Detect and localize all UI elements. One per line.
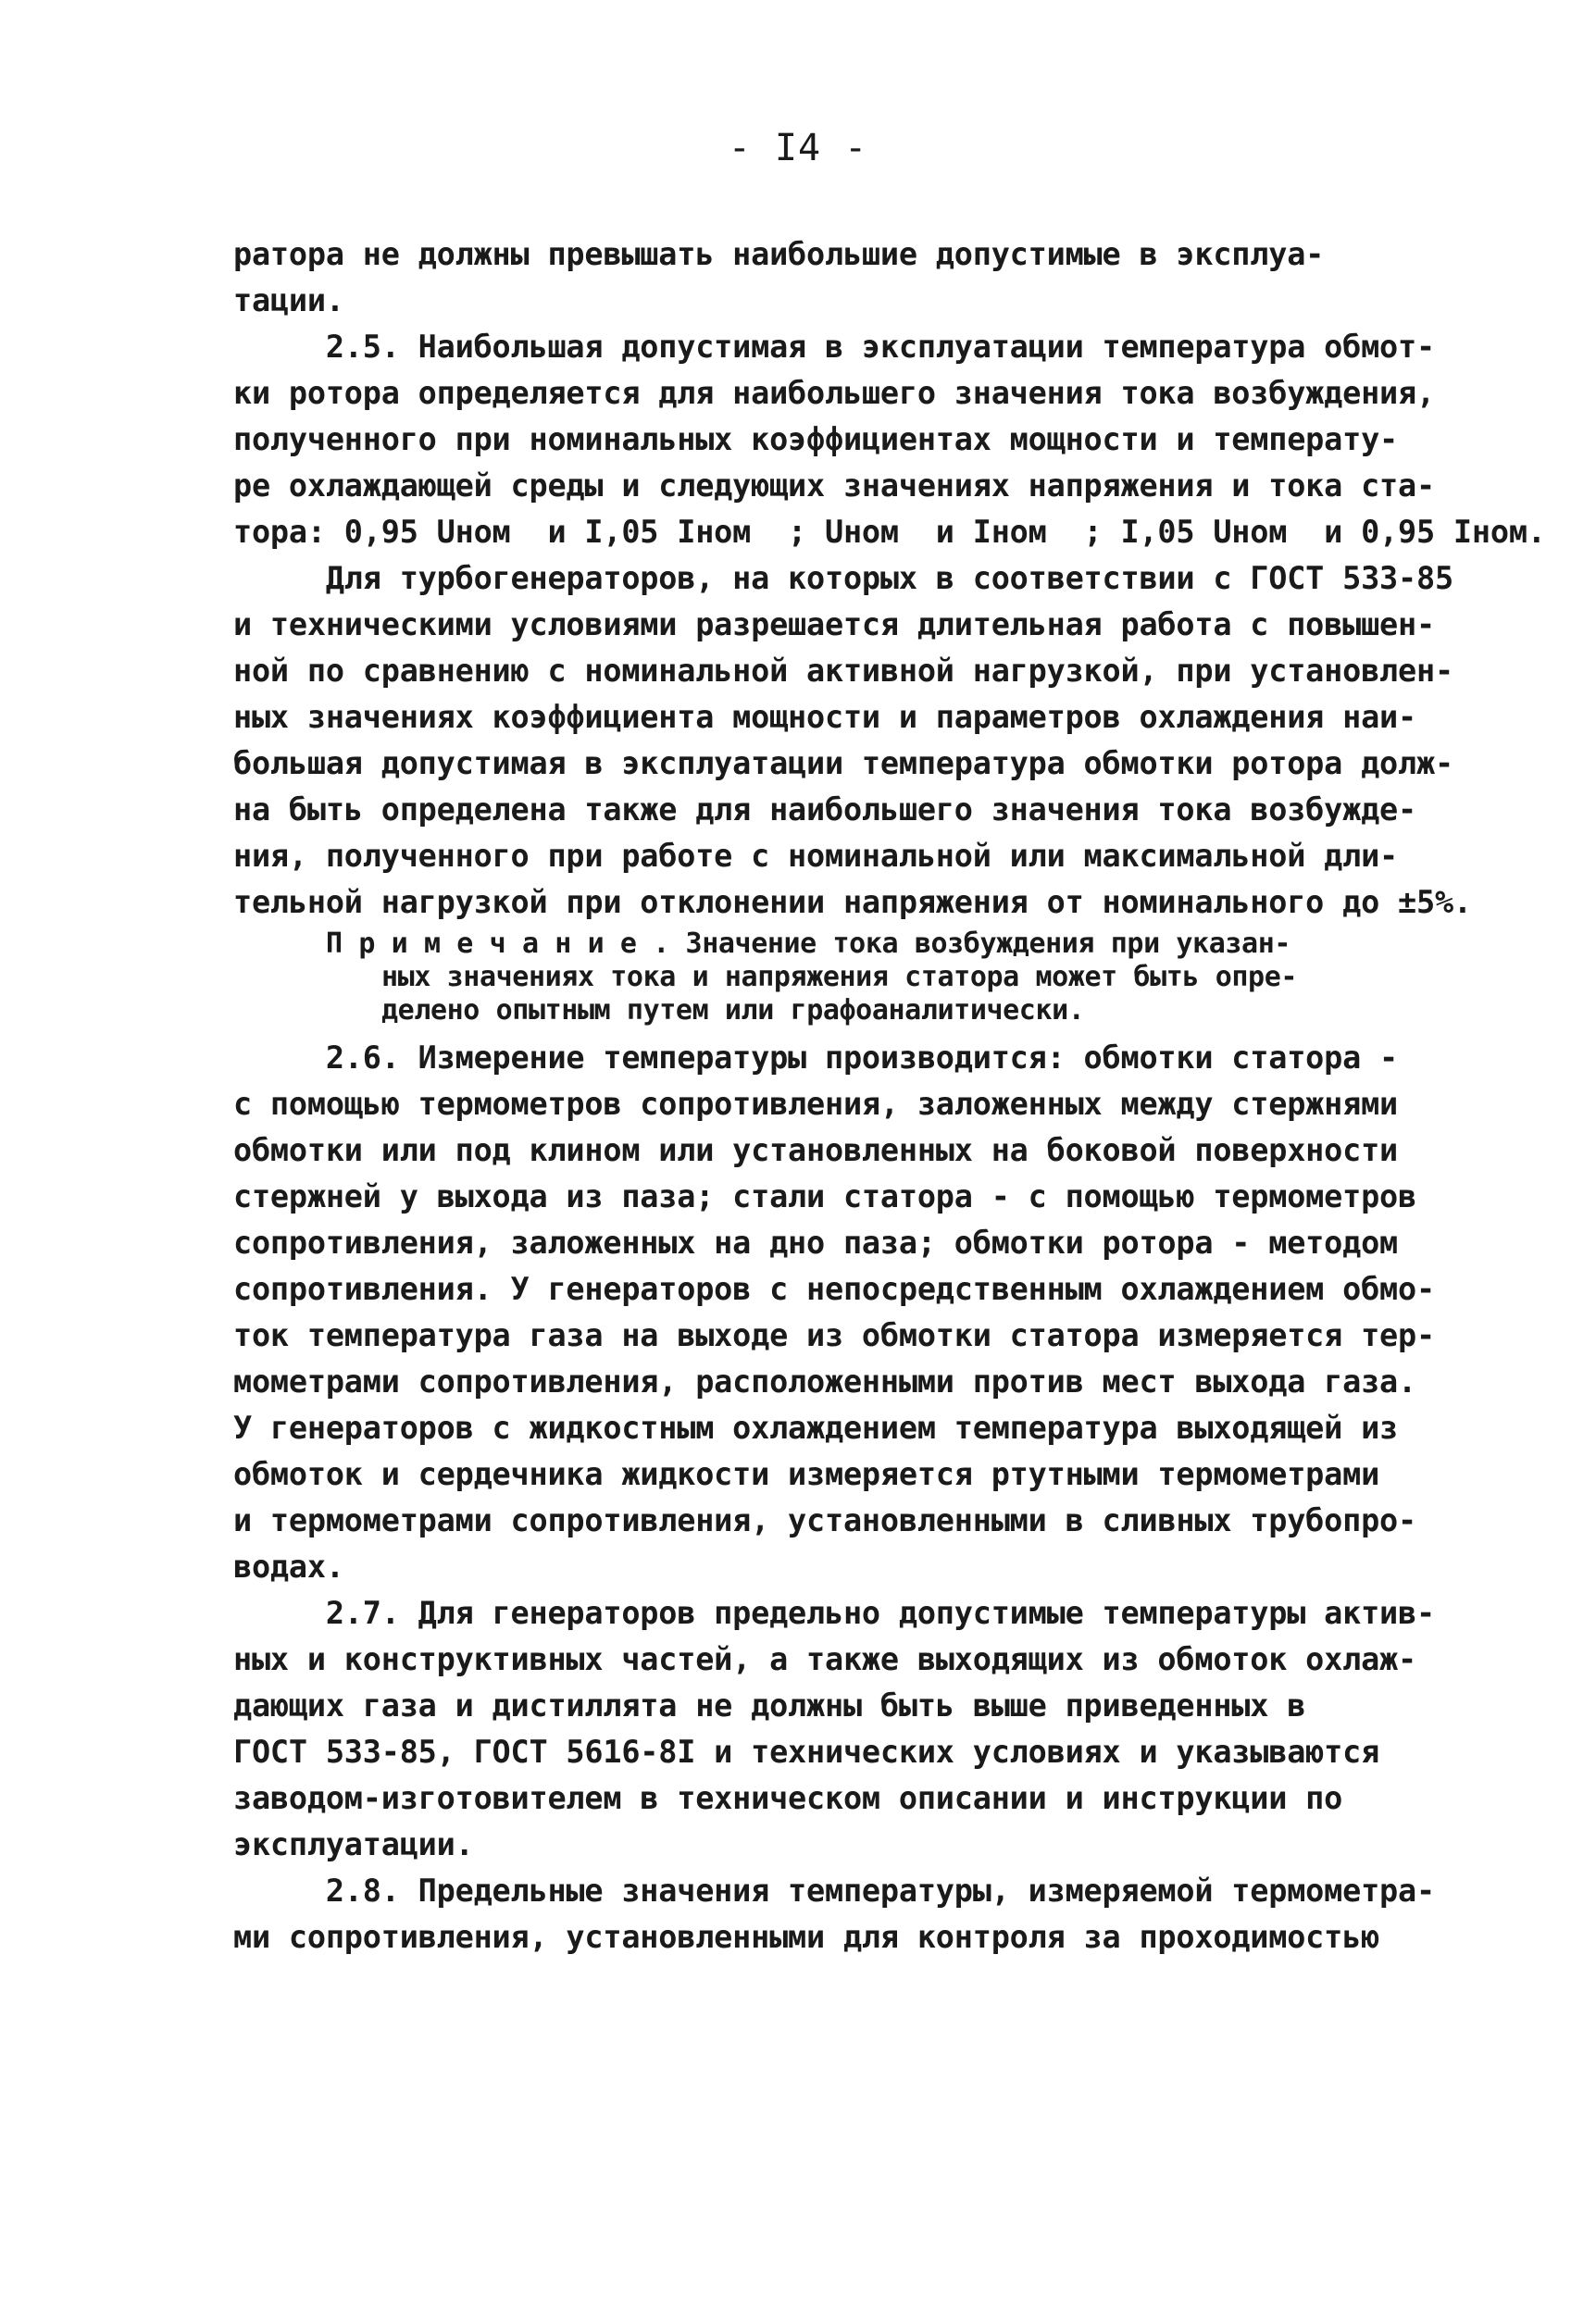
text-line: ной по сравнению с номинальной активной нагрузкой, при установлен- bbox=[233, 653, 1453, 689]
text-line: ре охлаждающей среды и следующих значениях напряжения и тока ста- bbox=[233, 467, 1435, 504]
section-2-4-end-and-2-5 bbox=[233, 231, 1546, 926]
text-line: ных значениях коэффициента мощности и параметров охлаждения наи- bbox=[233, 699, 1416, 735]
note-line: ных значениях тока и напряжения статора может быть опре- bbox=[381, 961, 1298, 993]
text-line: Для турбогенераторов, на которых в соответствии с ГОСТ 533-85 bbox=[233, 560, 1453, 596]
text-line: полученного при номинальных коэффициентах мощности и температу- bbox=[233, 421, 1399, 457]
text-line: 2.8. Предельные значения температуры, измеряемой термометра- bbox=[233, 1873, 1435, 1909]
text-line: сопротивления, заложенных на дно паза; обмотки ротора - методом bbox=[233, 1225, 1399, 1261]
text-line: мометрами сопротивления, расположенными против мест выхода газа. bbox=[233, 1363, 1416, 1400]
text-line: ток температура газа на выходе из обмотки статора измеряется тер- bbox=[233, 1317, 1435, 1353]
text-line: и техническими условиями разрешается длительная работа с повышен- bbox=[233, 606, 1435, 642]
text-line: ратора не должны превышать наибольшие допустимые в эксплуа- bbox=[233, 236, 1325, 272]
text-line: обмотки или под клином или установленных на боковой поверхности bbox=[233, 1132, 1399, 1168]
text-line: тора: 0,95 Uном и I,05 Iном ; Uном и Iном ; I,05 Uном и 0,95 Iном. bbox=[233, 514, 1546, 550]
sections-2-6-to-2-8 bbox=[233, 1035, 1529, 1961]
text-line: У генераторов с жидкостным охлаждением температура выходящей из bbox=[233, 1410, 1399, 1446]
note-line: П р и м е ч а н и е . Значение тока возбуждения при указан- bbox=[326, 927, 1291, 960]
text-line: сопротивления. У генераторов с непосредственным охлаждением обмо- bbox=[233, 1271, 1435, 1307]
text-line: заводом-изготовителем в техническом описании и инструкции по bbox=[233, 1780, 1343, 1816]
text-line: ных и конструктивных частей, а также выходящих из обмоток охлаж- bbox=[233, 1641, 1416, 1677]
text-line: тации. bbox=[233, 282, 344, 318]
text-line: водах. bbox=[233, 1549, 344, 1585]
text-line: 2.7. Для генераторов предельно допустимые температуры актив- bbox=[233, 1595, 1435, 1631]
page-number: - I4 - bbox=[728, 127, 868, 169]
text-line: ГОСТ 533-85, ГОСТ 5616-8I и технических условиях и указываются bbox=[233, 1734, 1380, 1770]
text-line: ния, полученного при работе с номинальной или максимальной дли- bbox=[233, 838, 1399, 874]
text-line: стержней у выхода из паза; стали статора - с помощью термометров bbox=[233, 1178, 1416, 1214]
note-line: делено опытным путем или графоаналитически. bbox=[381, 994, 1085, 1027]
text-line: ми сопротивления, установленными для контроля за проходимостью bbox=[233, 1919, 1380, 1955]
body-text bbox=[233, 231, 1546, 1961]
text-line: тельной нагрузкой при отклонении напряжения от номинального до ±5%. bbox=[233, 884, 1472, 920]
text-line: обмоток и сердечника жидкости измеряется ртутными термометрами bbox=[233, 1456, 1380, 1492]
note-block bbox=[233, 927, 1529, 1027]
text-line: большая допустимая в эксплуатации температура обмотки ротора долж- bbox=[233, 745, 1453, 781]
text-line: с помощью термометров сопротивления, заложенных между стержнями bbox=[233, 1086, 1399, 1122]
text-line: на быть определена также для наибольшего значения тока возбужде- bbox=[233, 791, 1416, 828]
text-line: дающих газа и дистиллята не должны быть выше приведенных в bbox=[233, 1687, 1306, 1724]
text-line: и термометрами сопротивления, установленными в сливных трубопро- bbox=[233, 1502, 1416, 1538]
text-line: ки ротора определяется для наибольшего значения тока возбуждения, bbox=[233, 375, 1435, 411]
text-line: 2.5. Наибольшая допустимая в эксплуатации температура обмот- bbox=[233, 329, 1435, 365]
text-line: эксплуатации. bbox=[233, 1826, 474, 1862]
text-line: 2.6. Измерение температуры производится: обмотки статора - bbox=[233, 1039, 1399, 1076]
